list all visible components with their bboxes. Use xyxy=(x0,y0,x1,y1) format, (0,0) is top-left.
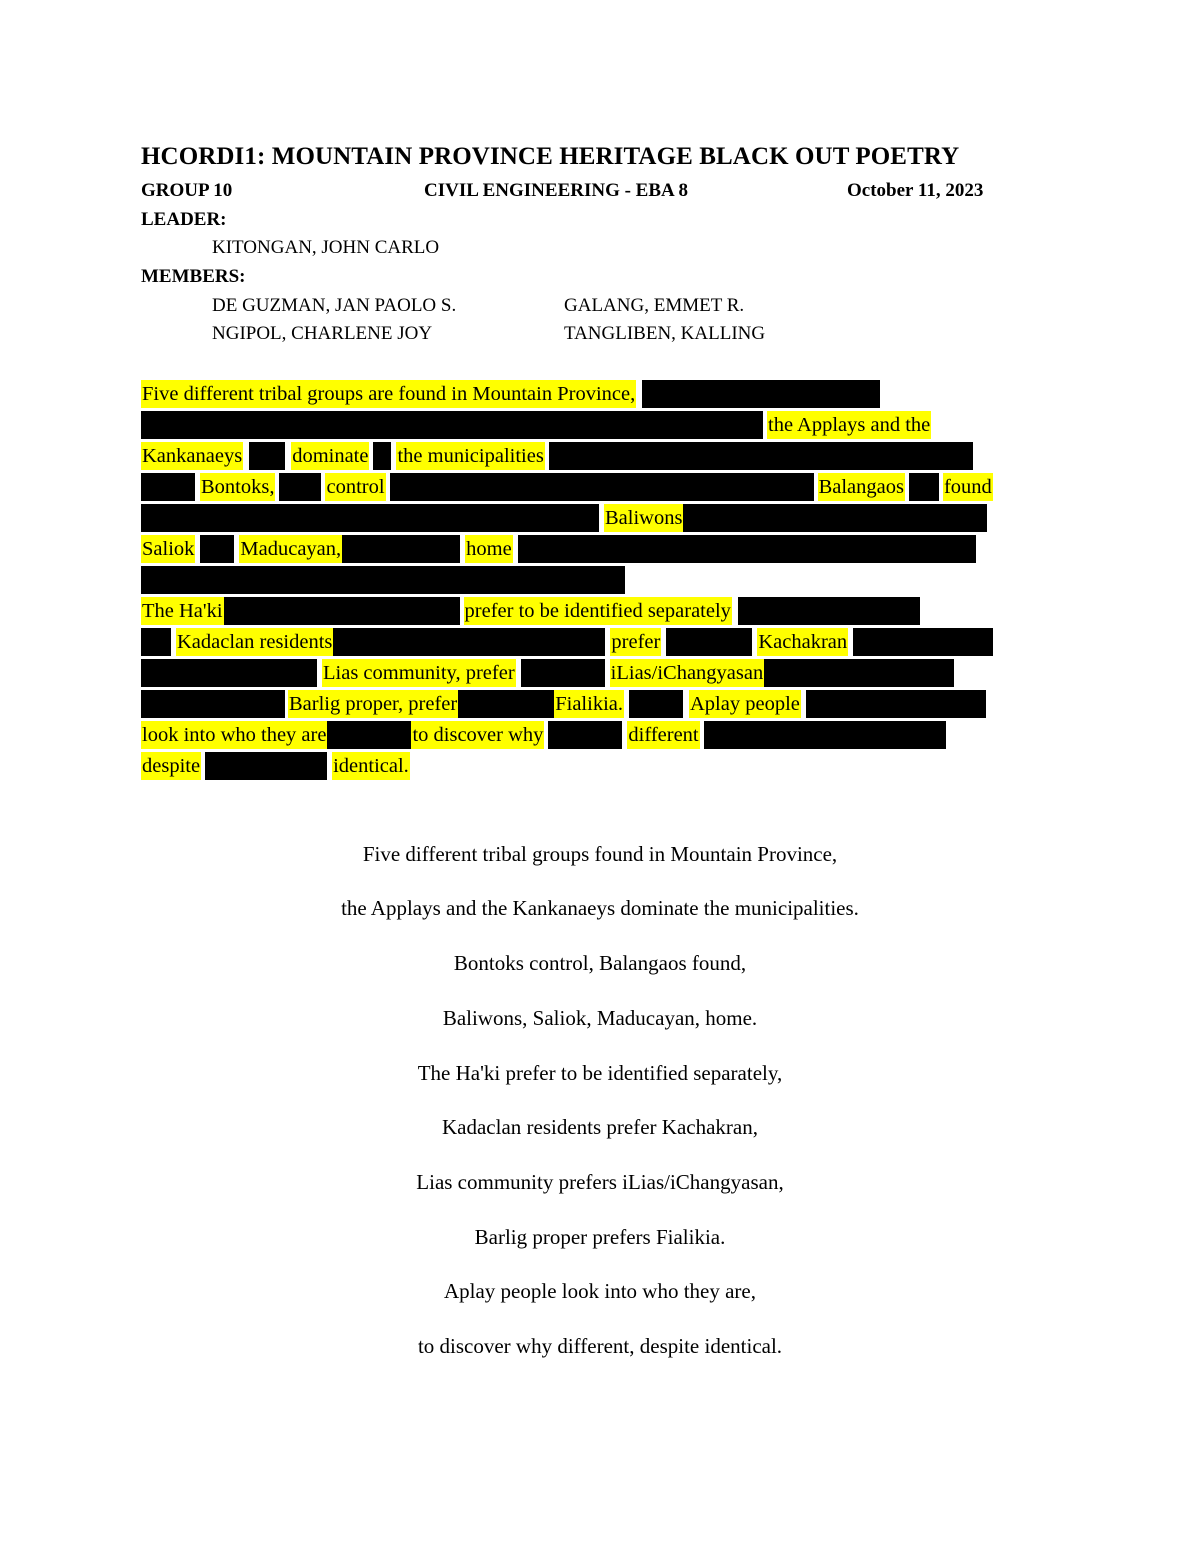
redaction-bar xyxy=(279,473,321,501)
redaction-bar xyxy=(518,535,976,563)
poem-line: Lias community prefers iLias/iChangyasan, xyxy=(416,1170,784,1194)
highlighted-phrase: iLias/iChangyasan xyxy=(610,659,765,687)
highlighted-phrase: Bontoks, xyxy=(200,473,275,501)
blackout-line xyxy=(141,690,986,718)
highlighted-phrase: found xyxy=(943,473,993,501)
poem-line: to discover why different, despite identical. xyxy=(417,1334,783,1358)
poem-line: Kadaclan residents prefer Kachakran, xyxy=(442,1115,758,1139)
blackout-line xyxy=(141,597,920,625)
highlighted-phrase: Saliok xyxy=(141,535,195,563)
redaction-bar xyxy=(141,659,317,687)
redaction-bar xyxy=(141,504,599,532)
blackout-line xyxy=(141,535,976,563)
highlighted-phrase: Lias community, prefer xyxy=(322,659,516,687)
poem-line: Five different tribal groups found in Mountain Province, xyxy=(362,842,838,866)
highlighted-phrase: Aplay people xyxy=(689,690,801,718)
blackout-line xyxy=(141,473,993,501)
highlighted-phrase: Baliwons xyxy=(604,504,683,532)
poem-line: Bontoks control, Balangaos found, xyxy=(453,951,747,975)
highlighted-phrase: look into who they are xyxy=(141,721,327,749)
redaction-bar xyxy=(342,535,460,563)
highlighted-phrase: despite xyxy=(141,752,201,780)
highlighted-phrase: to discover why xyxy=(411,721,544,749)
redaction-bar xyxy=(390,473,814,501)
redaction-bar xyxy=(642,380,880,408)
redaction-bar xyxy=(458,690,554,718)
redaction-bar xyxy=(141,690,285,718)
highlighted-phrase: The Ha'ki xyxy=(141,597,224,625)
highlighted-phrase: Kankanaeys xyxy=(141,442,243,470)
highlighted-phrase: Fialikia. xyxy=(554,690,624,718)
members-heading: MEMBERS: xyxy=(141,266,246,287)
poem-line: Aplay people look into who they are, xyxy=(443,1279,756,1303)
blackout-line xyxy=(141,721,946,749)
highlighted-phrase: the Applays and the xyxy=(767,411,931,439)
highlighted-phrase: different xyxy=(627,721,699,749)
blackout-line xyxy=(141,752,410,780)
highlighted-phrase: Barlig proper, prefer xyxy=(288,690,458,718)
blackout-line xyxy=(141,442,973,470)
highlighted-phrase: Maducayan, xyxy=(239,535,342,563)
redaction-bar xyxy=(738,597,920,625)
member-name: TANGLIBEN, KALLING xyxy=(564,323,766,344)
redaction-bar xyxy=(521,659,605,687)
redaction-bar xyxy=(141,566,625,594)
redaction-bar xyxy=(853,628,993,656)
redaction-bar xyxy=(141,473,195,501)
poem-line: Barlig proper prefers Fialikia. xyxy=(474,1225,726,1249)
highlighted-phrase: the municipalities xyxy=(396,442,544,470)
redaction-bar xyxy=(333,628,605,656)
redaction-bar xyxy=(549,442,973,470)
highlighted-phrase: dominate xyxy=(291,442,369,470)
poem-line: The Ha'ki prefer to be identified separately, xyxy=(417,1061,783,1085)
highlighted-phrase: Kadaclan residents xyxy=(176,628,333,656)
highlighted-phrase: Balangaos xyxy=(818,473,905,501)
redaction-bar xyxy=(205,752,327,780)
highlighted-phrase: home xyxy=(465,535,513,563)
redaction-bar xyxy=(141,628,171,656)
redaction-bar xyxy=(548,721,622,749)
redaction-bar xyxy=(327,721,411,749)
leader-heading: LEADER: xyxy=(141,209,227,230)
blackout-line xyxy=(141,380,880,408)
redaction-bar xyxy=(704,721,946,749)
redaction-bar xyxy=(224,597,460,625)
date-label: October 11, 2023 xyxy=(847,180,984,201)
poem-line: the Applays and the Kankanaeys dominate the municipalities. xyxy=(341,896,859,920)
redaction-bar xyxy=(249,442,285,470)
redaction-bar xyxy=(764,659,954,687)
document-title: HCORDI1: MOUNTAIN PROVINCE HERITAGE BLACK OUT POETRY xyxy=(141,143,960,170)
member-name: GALANG, EMMET R. xyxy=(564,295,745,316)
redaction-bar xyxy=(683,504,987,532)
course-label: CIVIL ENGINEERING - EBA 8 xyxy=(424,180,688,201)
blackout-line xyxy=(141,504,987,532)
member-name: DE GUZMAN, JAN PAOLO S. xyxy=(212,295,457,316)
blackout-line xyxy=(141,659,954,687)
highlighted-phrase: identical. xyxy=(332,752,410,780)
member-name: NGIPOL, CHARLENE JOY xyxy=(212,323,433,344)
redaction-bar xyxy=(629,690,683,718)
highlighted-phrase: prefer xyxy=(610,628,661,656)
group-label: GROUP 10 xyxy=(141,180,233,201)
leader-name: KITONGAN, JOHN CARLO xyxy=(212,237,440,258)
highlighted-phrase: prefer to be identified separately xyxy=(464,597,732,625)
redaction-bar xyxy=(806,690,986,718)
poem-line: Baliwons, Saliok, Maducayan, home. xyxy=(442,1006,758,1030)
blackout-line xyxy=(141,628,993,656)
highlighted-phrase: Five different tribal groups are found in Mountain Province, xyxy=(141,380,636,408)
redaction-bar xyxy=(200,535,234,563)
blackout-line xyxy=(141,566,625,594)
redaction-bar xyxy=(666,628,752,656)
blackout-line xyxy=(141,411,931,439)
redaction-bar xyxy=(373,442,391,470)
redaction-bar xyxy=(141,411,763,439)
highlighted-phrase: Kachakran xyxy=(757,628,848,656)
highlighted-phrase: control xyxy=(325,473,385,501)
redaction-bar xyxy=(909,473,939,501)
